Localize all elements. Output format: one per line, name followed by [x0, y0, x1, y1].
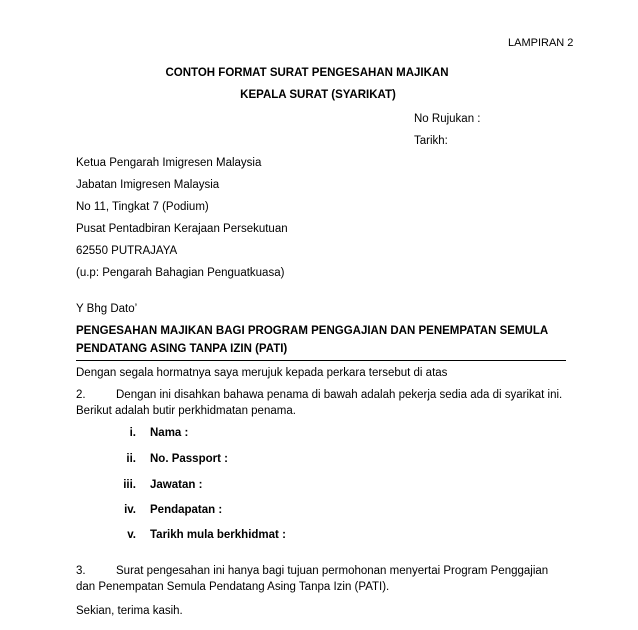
document-title — [0, 66, 638, 80]
paragraph-text: Surat pengesahan ini hanya bagi tujuan permohonan menyertai Program Penggajian dan Penempatan Semula Pendatang Asing Tanpa Izin (PATI). — [76, 565, 549, 593]
list-item-number: ii. — [126, 453, 136, 465]
address-line: 62550 PUTRAJAYA — [76, 245, 178, 257]
address-line: (u.p: Pengarah Bahagian Penguatkuasa) — [76, 267, 285, 279]
closing-line: Sekian, terima kasih. — [76, 605, 183, 617]
paragraph-number: 3. — [76, 565, 86, 577]
paragraph-3 — [76, 563, 566, 595]
paragraph-number: 2. — [76, 389, 86, 401]
paragraph-2 — [76, 387, 566, 419]
reference-number-label: No Rujukan : — [414, 113, 481, 125]
opening-paragraph: Dengan segala hormatnya saya merujuk kepada perkara tersebut di atas — [76, 367, 448, 379]
subject-heading: PENGESAHAN MAJIKAN BAGI PROGRAM PENGGAJIAN DAN PENEMPATAN SEMULA PENDATANG ASING TANPA IZIN (PATI) — [76, 322, 566, 361]
paragraph-text: Dengan ini disahkan bahawa penama di bawah adalah pekerja sedia ada di syarikat ini. Berikut adalah butir perkhidmatan penama. — [76, 389, 563, 417]
list-item-label: No. Passport : — [150, 453, 228, 465]
attachment-label: LAMPIRAN 2 — [508, 37, 574, 49]
letterhead-placeholder — [0, 88, 638, 102]
address-line: Pusat Pentadbiran Kerajaan Persekutuan — [76, 223, 288, 235]
list-item-number: iii. — [123, 479, 136, 491]
list-item-label: Nama : — [150, 427, 189, 439]
salutation: Y Bhg Dato’ — [76, 303, 138, 315]
letterhead-placeholder-text: KEPALA SURAT (SYARIKAT) — [240, 89, 396, 101]
list-item-number: i. — [129, 427, 136, 439]
list-item-label: Jawatan : — [150, 479, 203, 491]
address-line: Jabatan Imigresen Malaysia — [76, 179, 220, 191]
address-line: Ketua Pengarah Imigresen Malaysia — [76, 157, 262, 169]
list-item-label: Pendapatan : — [150, 504, 223, 516]
list-item-label: Tarikh mula berkhidmat : — [150, 529, 286, 541]
list-item-number: iv. — [124, 504, 136, 516]
document-title-text: CONTOH FORMAT SURAT PENGESAHAN MAJIKAN — [165, 67, 449, 79]
date-label: Tarikh: — [414, 135, 448, 147]
address-line: No 11, Tingkat 7 (Podium) — [76, 201, 209, 213]
list-item-number: v. — [127, 529, 136, 541]
